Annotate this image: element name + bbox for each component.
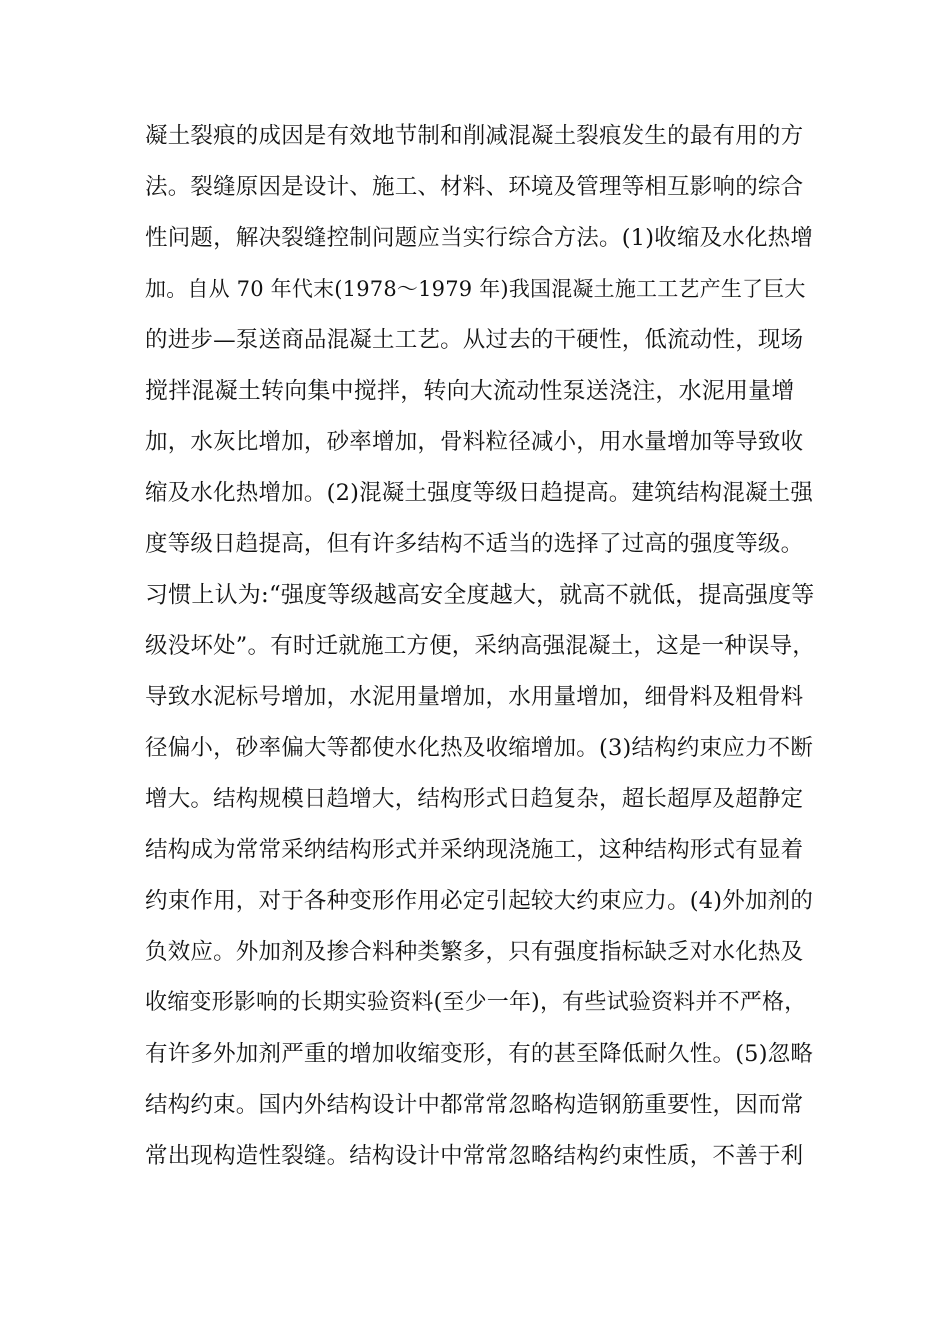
- text-line: 凝土裂痕的成因是有效地节制和削减混凝土裂痕发生的最有用的方: [145, 123, 804, 149]
- text-line: 搅拌混凝土转向集中搅拌，转向大流动性泵送浇注，水泥用量增: [145, 378, 795, 404]
- text-line: 收缩变形影响的长期实验资料(至少一年)，有些试验资料并不严格，: [145, 990, 807, 1015]
- text-line: 习惯上认为:“强度等级越高安全度越大，就高不就低，提高强度等: [145, 582, 815, 608]
- text-line: 增大。结构规模日趋增大，结构形式日趋复杂，超长超厚及超静定: [145, 786, 804, 812]
- text-line: 导致水泥标号增加，水泥用量增加，水用量增加，细骨料及粗骨料: [145, 684, 804, 710]
- text-line: 常出现构造性裂缝。结构设计中常常忽略结构约束性质，不善于利: [145, 1143, 804, 1169]
- text-line: 约束作用，对于各种变形作用必定引起较大约束应力。(4)外加剂的: [145, 888, 814, 914]
- text-line: 负效应。外加剂及掺合料种类繁多，只有强度指标缺乏对水化热及: [145, 939, 804, 965]
- text-line: 结构约束。国内外结构设计中都常常忽略构造钢筋重要性，因而常: [145, 1092, 804, 1118]
- text-line: 级没坏处”。有时迁就施工方便，采纳高强混凝土，这是一种误导，: [145, 633, 816, 659]
- text-line: 的进步—泵送商品混凝土工艺。从过去的干硬性，低流动性，现场: [145, 327, 804, 353]
- text-line: 缩及水化热增加。(2)混凝土强度等级日趋提高。建筑结构混凝土强: [145, 480, 814, 506]
- text-line: 结构成为常常采纳结构形式并采纳现浇施工，这种结构形式有显着: [145, 837, 804, 863]
- text-line: 有许多外加剂严重的增加收缩变形，有的甚至降低耐久性。(5)忽略: [145, 1041, 814, 1067]
- body-paragraph: [145, 116, 815, 1187]
- text-line: 法。裂缝原因是设计、施工、材料、环境及管理等相互影响的综合: [145, 174, 804, 200]
- text-line: 径偏小，砂率偏大等都使水化热及收缩增加。(3)结构约束应力不断: [145, 735, 814, 761]
- text-line: 加。自从 70 年代末(1978～1979 年)我国混凝土施工工艺产生了巨大: [145, 277, 806, 301]
- text-line: 度等级日趋提高，但有许多结构不适当的选择了过高的强度等级。: [145, 531, 804, 557]
- text-line: 加，水灰比增加，砂率增加，骨料粒径减小，用水量增加等导致收: [145, 429, 804, 455]
- text-line: 性问题，解决裂缝控制问题应当实行综合方法。(1)收缩及水化热增: [145, 225, 814, 251]
